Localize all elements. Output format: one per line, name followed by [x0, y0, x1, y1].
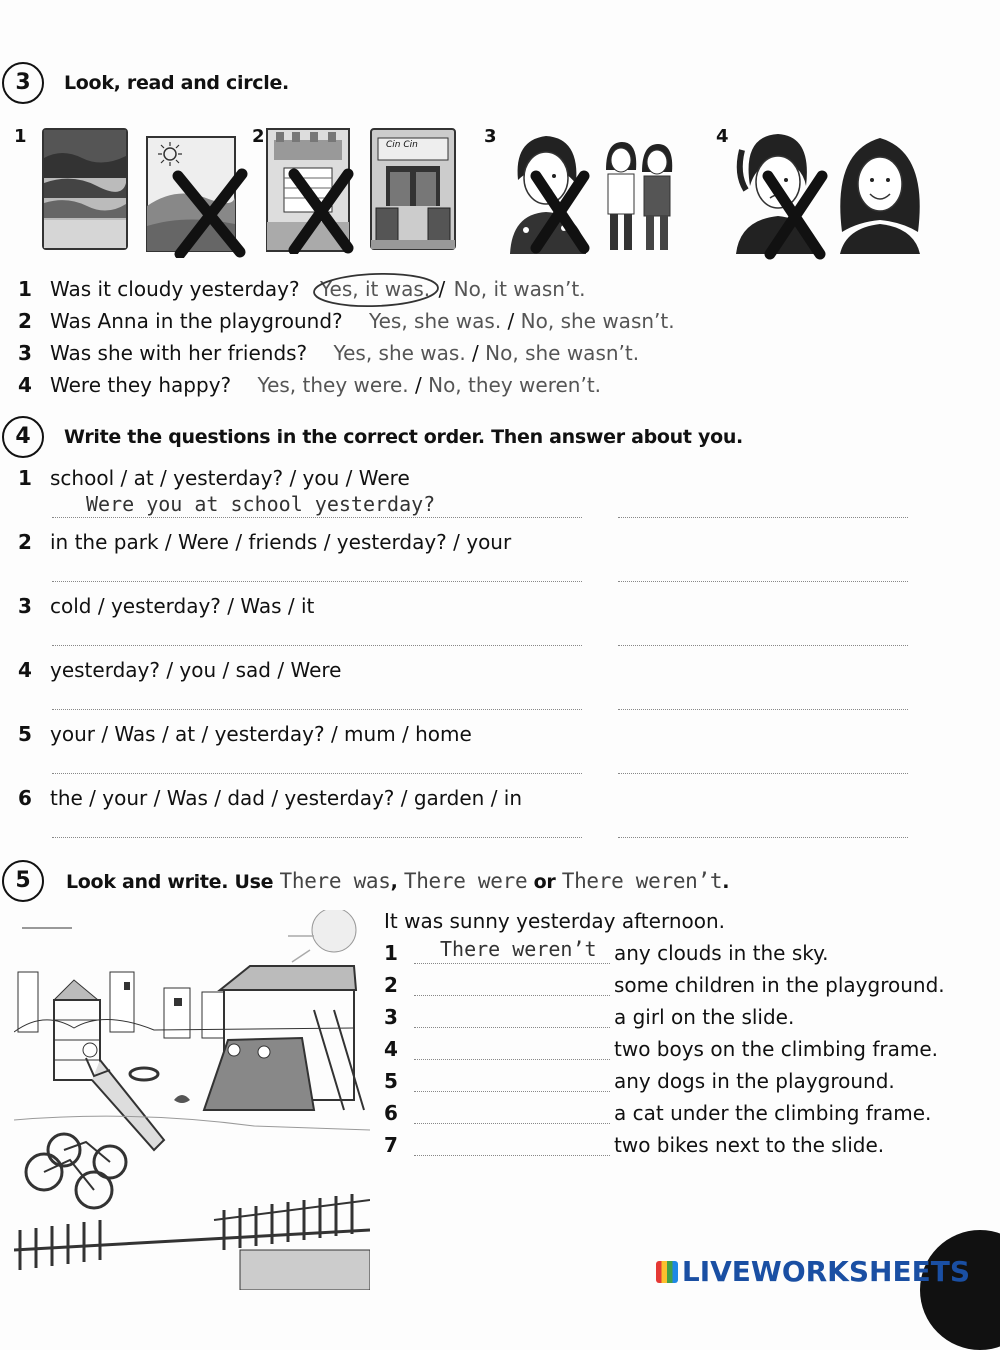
question-line-4[interactable]	[52, 709, 582, 710]
option-no[interactable]: No, they weren’t.	[428, 373, 602, 397]
sentence-7	[384, 1133, 984, 1157]
question-3	[18, 341, 639, 365]
item-number: 5	[18, 722, 32, 746]
question-line-6[interactable]	[52, 837, 582, 838]
answer-line-2[interactable]	[414, 995, 610, 996]
phrase-there-were: There were	[403, 869, 528, 893]
sentence-5	[384, 1069, 984, 1093]
question-number: 4	[18, 373, 32, 397]
title-period: .	[722, 871, 730, 893]
sentence-number: 2	[384, 973, 398, 997]
item-number: 6	[18, 786, 32, 810]
question-text: Were they happy?	[50, 373, 232, 397]
personal-answer-line-4[interactable]	[618, 709, 908, 710]
scramble-item-2	[18, 530, 511, 554]
answer-circle-icon	[310, 271, 446, 309]
section-3-number: 3	[2, 62, 44, 104]
option-separator: /	[438, 277, 446, 301]
watermark-text: LIVEWORKSHEETS	[681, 1255, 970, 1288]
cross-mark-icon	[760, 168, 830, 260]
sentence-2	[384, 973, 984, 997]
sentence-rest: two boys on the climbing frame.	[614, 1037, 939, 1061]
sentence-rest: a girl on the slide.	[614, 1005, 795, 1029]
question-line-3[interactable]	[52, 645, 582, 646]
scramble-item-4	[18, 658, 341, 682]
sentence-number: 3	[384, 1005, 398, 1029]
personal-answer-line-6[interactable]	[618, 837, 908, 838]
scrambled-words: school / at / yesterday? / you / Were	[50, 466, 410, 490]
sentence-1	[384, 937, 984, 965]
item-number: 4	[18, 658, 32, 682]
sentence-number: 7	[384, 1133, 398, 1157]
sentence-rest: any dogs in the playground.	[614, 1069, 895, 1093]
section-4-number: 4	[2, 416, 44, 458]
title-comma: ,	[390, 871, 398, 893]
sentence-number: 4	[384, 1037, 398, 1061]
personal-answer-line-3[interactable]	[618, 645, 908, 646]
question-2	[18, 309, 675, 333]
option-separator: /	[472, 341, 479, 365]
question-number: 3	[18, 341, 32, 365]
option-no[interactable]: No, she wasn’t.	[520, 309, 675, 333]
option-yes[interactable]: Yes, she was.	[333, 341, 466, 365]
picture-number-1: 1	[14, 126, 27, 147]
playground-scene-illustration	[14, 910, 370, 1290]
sentence-3	[384, 1005, 984, 1029]
question-line-2[interactable]	[52, 581, 582, 582]
title-text: Look and write. Use	[66, 871, 280, 893]
sentence-rest: two bikes next to the slide.	[614, 1133, 885, 1157]
title-or: or	[527, 871, 562, 893]
option-no[interactable]: No, it wasn’t.	[453, 277, 586, 301]
section-4-title: Write the questions in the correct order. Then answer about you.	[64, 426, 743, 448]
cross-mark-icon	[170, 168, 250, 258]
question-answer-1[interactable]: Were you at school yesterday?	[86, 492, 436, 516]
item-number: 3	[18, 594, 32, 618]
sentence-rest: some children in the playground.	[614, 973, 945, 997]
option-separator: /	[415, 373, 422, 397]
happy-girl-picture	[832, 132, 928, 254]
sentence-6	[384, 1101, 984, 1125]
option-yes[interactable]: Yes, she was.	[369, 309, 502, 333]
section-5-title	[66, 869, 729, 893]
answer-line-6[interactable]	[414, 1123, 610, 1124]
scrambled-words: your / Was / at / yesterday? / mum / home	[50, 722, 472, 746]
option-yes-text: Yes, it was.	[319, 277, 431, 301]
sentence-number: 5	[384, 1069, 398, 1093]
section-5-intro: It was sunny yesterday afternoon.	[384, 909, 725, 933]
item-number: 1	[18, 466, 32, 490]
question-text: Was she with her friends?	[50, 341, 308, 365]
personal-answer-line-2[interactable]	[618, 581, 908, 582]
scrambled-words: cold / yesterday? / Was / it	[50, 594, 315, 618]
picture-number-2: 2	[252, 126, 265, 147]
question-text: Was Anna in the playground?	[50, 309, 343, 333]
answer-line-4[interactable]	[414, 1059, 610, 1060]
answer-line-3[interactable]	[414, 1027, 610, 1028]
question-number: 2	[18, 309, 32, 333]
cinema-sign: Cin Cin	[386, 140, 418, 150]
option-yes[interactable]: Yes, they were.	[257, 373, 409, 397]
liveworksheets-logo-icon	[656, 1261, 678, 1283]
scramble-item-1	[18, 466, 410, 490]
scramble-item-5	[18, 722, 472, 746]
question-4	[18, 373, 601, 397]
personal-answer-line-5[interactable]	[618, 773, 908, 774]
liveworksheets-watermark	[656, 1255, 970, 1288]
page-corner-tab	[920, 1230, 1000, 1350]
scrambled-words: yesterday? / you / sad / Were	[50, 658, 342, 682]
answer-line-7[interactable]	[414, 1155, 610, 1156]
phrase-there-werent: There weren’t	[561, 869, 723, 893]
option-no[interactable]: No, she wasn’t.	[485, 341, 640, 365]
cross-mark-icon	[528, 168, 592, 254]
sentence-number: 1	[384, 941, 398, 965]
option-yes[interactable]	[320, 277, 437, 301]
option-separator: /	[507, 309, 515, 333]
girls-with-friends-picture	[600, 140, 680, 252]
picture-number-3: 3	[484, 126, 497, 147]
question-line-1[interactable]	[52, 517, 582, 518]
section-3-title: Look, read and circle.	[64, 72, 289, 94]
scramble-item-6	[18, 786, 522, 810]
scrambled-words: in the park / Were / friends / yesterday? / your	[50, 530, 512, 554]
question-number: 1	[18, 277, 32, 301]
answer-line-5[interactable]	[414, 1091, 610, 1092]
scramble-item-3	[18, 594, 314, 618]
section-5-number: 5	[2, 860, 44, 902]
sentence-number: 6	[384, 1101, 398, 1125]
sentence-4	[384, 1037, 984, 1061]
question-1	[18, 277, 586, 301]
picture-number-4: 4	[716, 126, 729, 147]
phrase-there-was: There was	[279, 869, 391, 893]
scrambled-words: the / your / Was / dad / yesterday? / garden / in	[50, 786, 523, 810]
cross-mark-icon	[286, 168, 356, 254]
sentence-rest: any clouds in the sky.	[614, 941, 829, 965]
answer-line-1[interactable]	[414, 963, 610, 964]
question-line-5[interactable]	[52, 773, 582, 774]
cloudy-sky-picture	[42, 128, 128, 250]
sentence-rest: a cat under the climbing frame.	[614, 1101, 932, 1125]
item-number: 2	[18, 530, 32, 554]
sentence-answer-1[interactable]: There weren’t	[440, 937, 597, 961]
question-text: Was it cloudy yesterday?	[50, 277, 300, 301]
personal-answer-line-1[interactable]	[618, 517, 908, 518]
